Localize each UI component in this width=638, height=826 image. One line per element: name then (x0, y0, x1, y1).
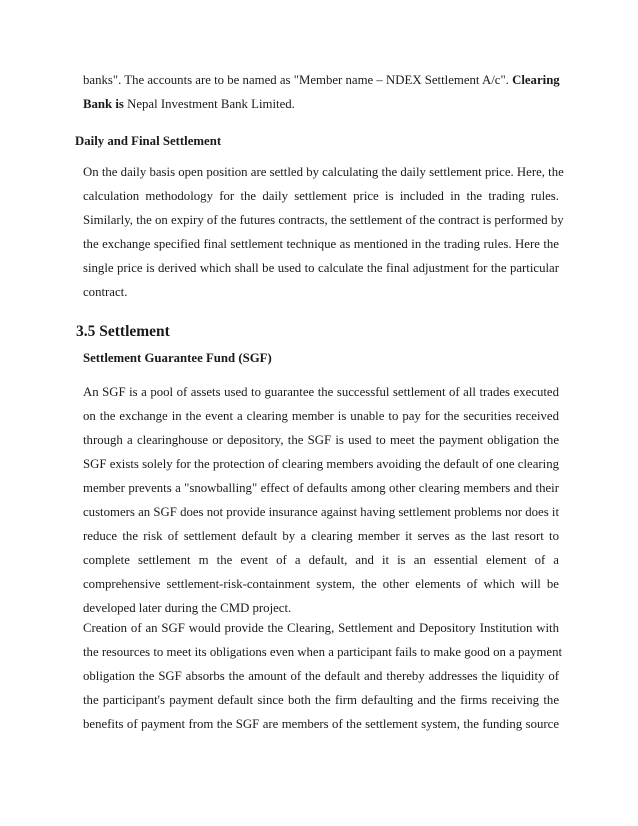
paragraph-line: calculation methodology for the daily settlement price is included in the trading rules. (83, 189, 559, 203)
paragraph-line: single price is derived which shall be used to calculate the final adjustment for the particular (83, 261, 559, 275)
intro-line-1 (83, 72, 559, 88)
paragraph-line: the exchange specified final settlement technique as mentioned in the trading rules. Here the (83, 237, 559, 251)
paragraph-line: An SGF is a pool of assets used to guarantee the successful settlement of all trades executed (83, 385, 559, 399)
paragraph-line: SGF exists solely for the protection of clearing members avoiding the default of one clearing (83, 457, 559, 471)
paragraph-line: benefits of payment from the SGF are members of the settlement system, the funding source (83, 717, 559, 731)
paragraph-line: obligation the SGF absorbs the amount of the default and thereby addresses the liquidity of (83, 669, 559, 683)
paragraph-line: Similarly, the on expiry of the futures contracts, the settlement of the contract is performed by (83, 213, 564, 227)
intro-line-2 (83, 96, 295, 112)
daily-final-paragraph (83, 164, 564, 299)
intro-paragraph (83, 72, 559, 112)
paragraph-line: through a clearinghouse or depository, the SGF is used to meet the payment obligation the (83, 433, 559, 447)
paragraph-line: On the daily basis open position are settled by calculating the daily settlement price. Here, the (83, 165, 564, 179)
sgf-paragraph-2 (83, 620, 563, 740)
daily-final-heading: Daily and Final Settlement (75, 134, 222, 148)
paragraph-line: the resources to meet its obligations even when a participant fails to make good on a payment (83, 645, 563, 659)
paragraph-line: the participant's payment default since both the firm defaulting and the firms receiving the (83, 693, 559, 707)
paragraph-line: customers an SGF does not provide insurance against having settlement problems nor does it (83, 505, 559, 519)
paragraph-line: reduce the risk of settlement default by a clearing member it serves as the last resort to (83, 529, 559, 543)
paragraph-line: comprehensive settlement-risk-containment system, the other elements of which will be (83, 577, 559, 591)
paragraph-line: Creation of an SGF would provide the Clearing, Settlement and Depository Institution with (83, 621, 559, 635)
sgf-paragraph-1 (83, 384, 559, 616)
intro-line-1-text: banks". The accounts are to be named as "Member name – NDEX Settlement A/c". (83, 73, 513, 87)
paragraph-line: member prevents a "snowballing" effect of defaults among other clearing members and their (83, 481, 559, 495)
intro-line-2-bold: Bank is (83, 97, 124, 111)
paragraph-line: developed later during the CMD project. (83, 601, 292, 615)
sgf-subheading: Settlement Guarantee Fund (SGF) (83, 351, 272, 365)
intro-line-2-text: Nepal Investment Bank Limited. (123, 97, 295, 111)
paragraph-line: contract. (83, 285, 128, 299)
paragraph-line: on the exchange in the event a clearing member is unable to pay for the securities received (83, 409, 559, 423)
intro-line-1-bold: Clearing (512, 73, 560, 87)
section-title: 3.5 Settlement (76, 323, 170, 340)
paragraph-line: complete settlement m the event of a default, and it is an essential element of a (83, 553, 559, 567)
